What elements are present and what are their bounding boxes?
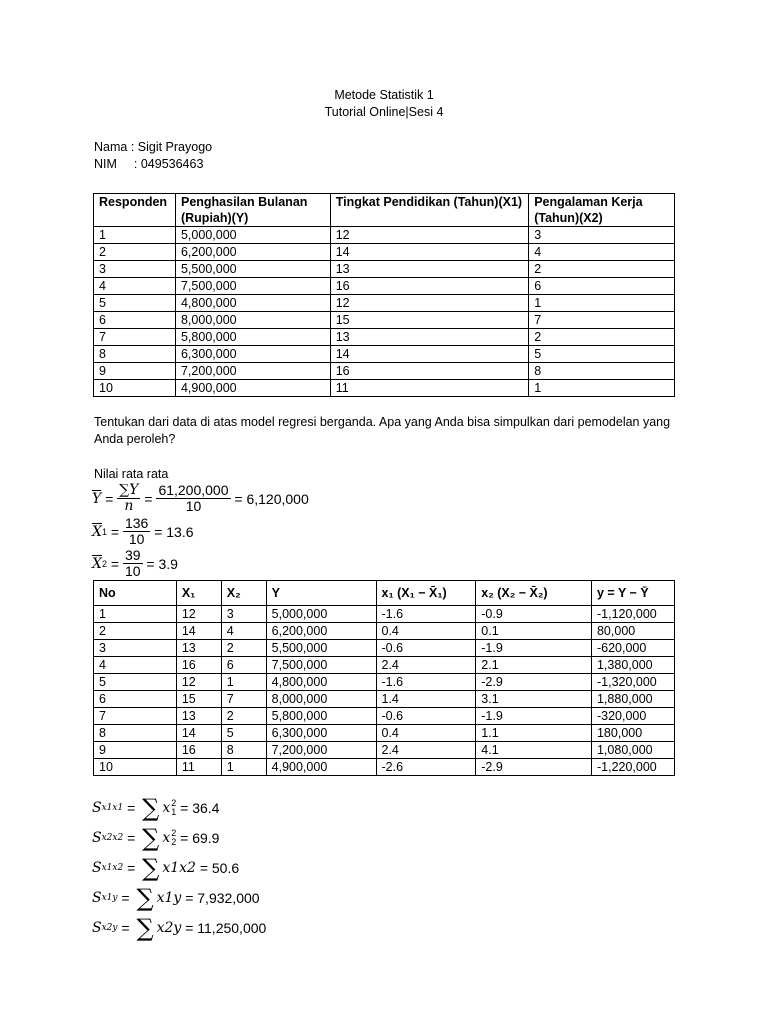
table-cell: 2	[221, 708, 266, 725]
table-cell: 14	[330, 346, 529, 363]
table-row	[94, 261, 675, 278]
col-header: Responden	[94, 194, 176, 227]
table-cell: 15	[176, 691, 221, 708]
col-header: y = Y − Ȳ	[591, 581, 674, 606]
table-cell: 13	[176, 640, 221, 657]
student-name: Nama : Sigit Prayogo	[94, 140, 213, 154]
sum-subscript: x2x2	[101, 833, 124, 843]
table-cell: 5,800,000	[266, 708, 376, 725]
table-cell: 5,800,000	[175, 329, 330, 346]
nim-value: : 049536463	[133, 157, 204, 171]
table-cell: 8,000,000	[266, 691, 376, 708]
table-cell: 1	[529, 295, 675, 312]
table-cell: 4	[94, 278, 176, 295]
table-cell: 9	[94, 742, 177, 759]
ybar-symbol: $\overline{Y}$	[92, 490, 102, 507]
table-row	[94, 674, 675, 691]
table-row	[94, 278, 675, 295]
table-cell: 8	[94, 346, 176, 363]
table-cell: 11	[176, 759, 221, 776]
col-header: Y	[266, 581, 376, 606]
table-row	[94, 606, 675, 623]
table-cell: 180,000	[591, 725, 674, 742]
table-cell: 2	[94, 623, 177, 640]
table-cell: 4,900,000	[175, 380, 330, 397]
table-cell: 9	[94, 363, 176, 380]
table-row	[94, 742, 675, 759]
sum-result: = 69.9	[180, 830, 220, 846]
sum-fraction: $\frac{\sum Y}{n}$	[119, 482, 139, 514]
sum-equation: S x1x2 = ∑ x1x2 = 50.6	[92, 854, 240, 882]
table-cell: 6,300,000	[266, 725, 376, 742]
table-cell: 16	[330, 363, 529, 380]
table-cell: -1.6	[376, 606, 476, 623]
table-cell: 80,000	[591, 623, 674, 640]
table-row	[94, 657, 675, 674]
table-cell: 8,000,000	[175, 312, 330, 329]
table-cell: 1	[221, 759, 266, 776]
table-cell: 4,800,000	[266, 674, 376, 691]
sum-subscript: x1y	[101, 893, 118, 903]
sigma-icon: ∑	[136, 884, 154, 912]
col-header: Tingkat Pendidikan (Tahun)(X1)	[330, 194, 529, 227]
table-cell: 2.4	[376, 742, 476, 759]
table-cell: -620,000	[591, 640, 674, 657]
sigma-icon: ∑	[142, 854, 160, 882]
table-cell: -320,000	[591, 708, 674, 725]
table-cell: 1	[529, 380, 675, 397]
table-cell: 0.1	[476, 623, 592, 640]
table-cell: 12	[176, 606, 221, 623]
sum-result: = 11,250,000	[185, 920, 267, 936]
table-cell: 0.4	[376, 623, 476, 640]
col-header: X₂	[221, 581, 266, 606]
sum-equation: S x2y = ∑ x2y = 11,250,000	[92, 914, 267, 942]
table-cell: 2.4	[376, 657, 476, 674]
table-cell: 3	[529, 227, 675, 244]
table-cell: 3	[94, 640, 177, 657]
table-cell: 4	[529, 244, 675, 261]
table-row	[94, 640, 675, 657]
table-row	[94, 312, 675, 329]
table-cell: 2	[529, 329, 675, 346]
table-row	[94, 708, 675, 725]
table-cell: 12	[330, 295, 529, 312]
table-cell: 15	[330, 312, 529, 329]
table-cell: 13	[330, 261, 529, 278]
table-cell: 2.1	[476, 657, 592, 674]
table-cell: 7,200,000	[175, 363, 330, 380]
table-cell: 8	[529, 363, 675, 380]
sum-subscript: x1x2	[101, 863, 124, 873]
sum-result: = 7,932,000	[185, 890, 260, 906]
sigma-icon: ∑	[142, 824, 160, 852]
table-cell: 10	[94, 380, 176, 397]
sum-equation: S x2x2 = ∑ x 2 2 = 69.9	[92, 824, 220, 852]
table-cell: 14	[330, 244, 529, 261]
value-fraction: $\frac{61,200,000}{10}$	[158, 482, 229, 514]
col-header: No	[94, 581, 177, 606]
col-header: x₁ (X₁ − X̄₁)	[376, 581, 476, 606]
table-cell: 6,200,000	[266, 623, 376, 640]
table-cell: 13	[176, 708, 221, 725]
table-cell: 1	[221, 674, 266, 691]
table-cell: 6,200,000	[175, 244, 330, 261]
doc-title: Metode Statistik 1	[334, 88, 434, 102]
table-cell: 16	[330, 278, 529, 295]
table-cell: 4	[94, 657, 177, 674]
table-row	[94, 759, 675, 776]
x1bar-equation: $\overline{X}$ 1 = $\frac{136}{10}$ = 13.6	[92, 515, 194, 547]
table-header-row	[94, 194, 675, 227]
table-cell: 1.1	[476, 725, 592, 742]
sum-result: = 50.6	[199, 860, 240, 876]
table-cell: 7	[529, 312, 675, 329]
table-cell: 7,500,000	[266, 657, 376, 674]
table-cell: 7	[221, 691, 266, 708]
table-cell: 14	[176, 725, 221, 742]
x2bar-equation: $\overline{X}$ 2 = $\frac{39}{10}$ = 3.9	[92, 547, 178, 579]
table-cell: 6	[94, 691, 177, 708]
table-cell: 0.4	[376, 725, 476, 742]
table-cell: -1,220,000	[591, 759, 674, 776]
table-cell: 7	[94, 708, 177, 725]
table-cell: -2.9	[476, 674, 592, 691]
table-cell: -0.9	[476, 606, 592, 623]
table-cell: 1,380,000	[591, 657, 674, 674]
table-row	[94, 329, 675, 346]
table-cell: 6	[94, 312, 176, 329]
nim-label: NIM	[94, 157, 117, 171]
table-cell: 1,080,000	[591, 742, 674, 759]
table-cell: 5,500,000	[175, 261, 330, 278]
table-cell: -0.6	[376, 708, 476, 725]
table-cell: -0.6	[376, 640, 476, 657]
table-cell: 11	[330, 380, 529, 397]
ybar-equation: $\overline{Y}$ = $\frac{\sum Y}{n}$ = $\frac{61,200,000}{10}$ = 6,120,000	[92, 482, 309, 514]
table-cell: 5	[529, 346, 675, 363]
table-cell: -2.9	[476, 759, 592, 776]
table-row	[94, 623, 675, 640]
table-cell: 5	[94, 674, 177, 691]
sum-equation: S x1x1 = ∑ x 2 1 = 36.4	[92, 794, 220, 822]
deviation-table	[93, 580, 675, 776]
table-cell: 3.1	[476, 691, 592, 708]
table-cell: 3	[94, 261, 176, 278]
table-cell: 2	[94, 244, 176, 261]
col-header: Pengalaman Kerja (Tahun)(X2)	[529, 194, 675, 227]
table-cell: 2	[221, 640, 266, 657]
table-cell: 7,500,000	[175, 278, 330, 295]
table-row	[94, 691, 675, 708]
sum-subscript: x1x1	[101, 803, 124, 813]
data-table	[93, 193, 675, 397]
table-cell: 5,000,000	[266, 606, 376, 623]
table-cell: 4,800,000	[175, 295, 330, 312]
table-cell: 13	[330, 329, 529, 346]
table-cell: 8	[94, 725, 177, 742]
sums-block	[92, 793, 266, 943]
table-cell: 5	[94, 295, 176, 312]
table-cell: 5,500,000	[266, 640, 376, 657]
means-heading: Nilai rata rata	[94, 467, 169, 481]
table-cell: -1.9	[476, 640, 592, 657]
table-cell: -2.6	[376, 759, 476, 776]
table-cell: 2	[529, 261, 675, 278]
table-cell: -1.6	[376, 674, 476, 691]
table-cell: 3	[221, 606, 266, 623]
table-cell: 16	[176, 657, 221, 674]
sigma-icon: ∑	[142, 794, 160, 822]
table-row	[94, 725, 675, 742]
sigma-icon: ∑	[136, 914, 154, 942]
table-cell: 6,300,000	[175, 346, 330, 363]
table-cell: -1.9	[476, 708, 592, 725]
ybar-result: = 6,120,000	[234, 490, 309, 507]
table-cell: 1.4	[376, 691, 476, 708]
table-cell: 10	[94, 759, 177, 776]
question-text: Tentukan dari data di atas model regresi berganda. Apa yang Anda bisa simpulkan dari pemodelan yang Anda peroleh?	[94, 415, 671, 446]
student-nim	[94, 157, 203, 171]
table-cell: 1	[94, 606, 177, 623]
table-cell: 5,000,000	[175, 227, 330, 244]
table-row	[94, 295, 675, 312]
sum-subscript: x2y	[101, 923, 118, 933]
table-row	[94, 346, 675, 363]
table-cell: 6	[529, 278, 675, 295]
col-header: X₁	[176, 581, 221, 606]
table-cell: 4,900,000	[266, 759, 376, 776]
table-row	[94, 380, 675, 397]
table-row	[94, 363, 675, 380]
table-cell: 4.1	[476, 742, 592, 759]
table-cell: 4	[221, 623, 266, 640]
table-cell: 16	[176, 742, 221, 759]
table-cell: 8	[221, 742, 266, 759]
table-cell: 1,880,000	[591, 691, 674, 708]
table-row	[94, 244, 675, 261]
sum-equation: S x1y = ∑ x1y = 7,932,000	[92, 884, 260, 912]
doc-subtitle: Tutorial Online|Sesi 4	[324, 105, 444, 119]
table-cell: -1,120,000	[591, 606, 674, 623]
table-row	[94, 227, 675, 244]
table-cell: 12	[330, 227, 529, 244]
table-cell: 1	[94, 227, 176, 244]
sum-result: = 36.4	[180, 800, 220, 816]
table-cell: 5	[221, 725, 266, 742]
table-header-row	[94, 581, 675, 606]
table-cell: -1,320,000	[591, 674, 674, 691]
col-header: x₂ (X₂ − X̄₂)	[476, 581, 592, 606]
table-cell: 14	[176, 623, 221, 640]
col-header: Penghasilan Bulanan (Rupiah)(Y)	[175, 194, 330, 227]
table-cell: 7	[94, 329, 176, 346]
table-cell: 12	[176, 674, 221, 691]
table-cell: 7,200,000	[266, 742, 376, 759]
table-cell: 6	[221, 657, 266, 674]
